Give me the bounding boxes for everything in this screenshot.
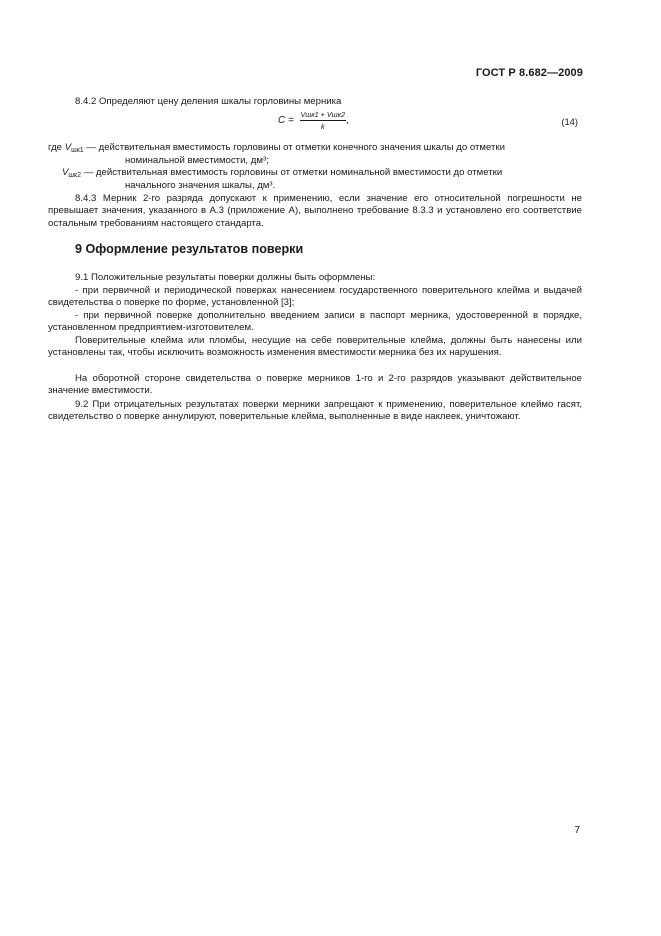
v2-definition: — действительная вместимость горловины от отметки номинальной вместимости до отметки (83, 167, 503, 178)
v1-symbol: V (64, 142, 72, 153)
standard-designation: ГОСТ Р 8.682—2009 (475, 67, 583, 79)
v1-definition: — действительная вместимость горловины от отметки конечного значения шкалы до отметки (86, 142, 505, 153)
formula-fraction (300, 110, 347, 131)
formula-numerator: Vшк1 + Vшк2 (300, 110, 346, 119)
formula-denominator: k (320, 122, 325, 131)
v1-definition-cont: номинальной вместимости, дм³; (125, 155, 269, 166)
formula-number: (14) (561, 116, 578, 127)
where-line-4 (125, 180, 275, 192)
formula-comma: , (346, 115, 349, 127)
page-number: 7 (574, 825, 580, 836)
clause-9-1-bullet-2: - при первичной поверке дополнительно введением записи в паспорт мерника, удостоверенной в порядке, установленном предприятием-изготовителем. (48, 310, 582, 334)
clause-9-1-intro: 9.1 Положительные результаты поверки должны быть оформлены: (75, 272, 376, 283)
where-line-2 (125, 155, 269, 167)
clause-8-4-2: 8.4.2 Определяют цену деления шкалы горловины мерника (75, 96, 342, 107)
clause-9-1-bullet-1: - при первичной и периодической поверках нанесением государственного поверительного клейма и выдачей свидетельства о поверке по форме, установленной [3]; (48, 285, 582, 309)
where-line-1 (48, 142, 505, 157)
clause-8-4-3: 8.4.3 Мерник 2-го разряда допускают к применению, если значение его относительной погрешности не превышает значения, указанного в А.3 (приложение А), выполнено требование 8.3.3 и установлено его соответствие остальным требованиям настоящего стандарта. (48, 193, 582, 229)
clause-9-1-para-1: Поверительные клейма или пломбы, несущие на себе поверительные клейма, должны быть нанесены или установлены так, чтобы исключить возможность изменения вместимости мерника без их нарушения. (48, 335, 582, 359)
clause-9-1-para-2: На оборотной стороне свидетельства о поверке мерников 1-го и 2-го разрядов указывают действительное значение вместимости. (48, 373, 582, 397)
formula-14 (278, 110, 349, 131)
v2-definition-cont: начального значения шкалы, дм³. (125, 180, 276, 191)
clause-9-2: 9.2 При отрицательных результатах поверки мерники запрещают к применению, поверительное клеймо гасят, свидетельство о поверке аннулируют, поверительные клейма, выполненные в виде наклеек, уничтожают. (48, 399, 582, 423)
where-intro: где (48, 142, 63, 153)
section-9-title: 9 Оформление результатов поверки (75, 242, 304, 256)
formula-lhs: C = (278, 115, 294, 126)
v2-symbol: V (62, 167, 69, 178)
v1-subscript: шк1 (71, 147, 84, 154)
v2-subscript: шк2 (68, 172, 81, 179)
